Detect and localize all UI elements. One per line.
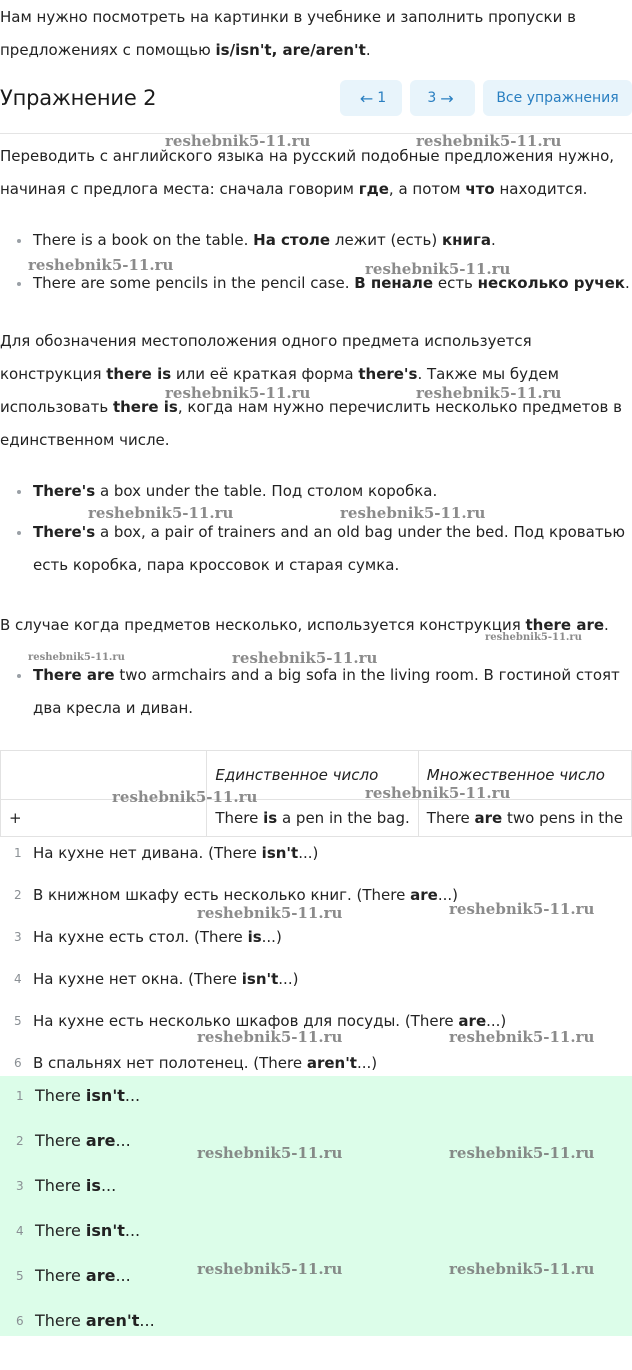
list-item: There are some pencils in the pencil case. В пенале есть несколько ручек. <box>0 267 632 300</box>
item-text: На кухне есть стол. (There <box>33 928 248 946</box>
grammar-table <box>0 750 632 837</box>
table-header-singular: Единственное число <box>207 751 418 800</box>
answer-item <box>0 1256 632 1301</box>
item-number: 1 <box>16 1089 24 1103</box>
explanation-paragraph-2: Для обозначения местоположения одного предмета используется конструкция there is или её краткая форма there's. Также мы будем использовать there is, когда нам нужно перечислить несколько предметов в единственном числе. <box>0 332 622 449</box>
item-number: 4 <box>14 972 22 986</box>
item-number: 3 <box>14 930 22 944</box>
watermark: reshebnik5-11.ru <box>197 1260 343 1278</box>
item-text: На кухне нет дивана. (There <box>33 844 262 862</box>
example-list-1 <box>0 224 632 300</box>
table-cell-sign: + <box>1 800 207 837</box>
watermark: reshebnik5-11.ru <box>416 132 562 150</box>
task-item <box>0 916 632 958</box>
intro-text: Нам нужно посмотреть на картинки в учебнике и заполнить пропуски в предложениях с помощью is/isn't, are/aren't. <box>0 8 576 59</box>
arrow-left-icon: ← <box>359 88 374 108</box>
arrow-right-icon: → <box>440 88 454 108</box>
item-keyword: are <box>85 1131 116 1150</box>
next-exercise-button[interactable]: 3 → <box>410 80 475 116</box>
task-item <box>0 958 632 1000</box>
item-end: ...) <box>261 928 282 946</box>
table-header-plural: Множественное число <box>418 751 631 800</box>
item-number: 4 <box>16 1224 24 1238</box>
item-end: ... <box>115 1266 131 1285</box>
watermark: reshebnik5-11.ru <box>416 384 562 402</box>
item-text: В спальнях нет полотенец. (There <box>33 1054 307 1072</box>
watermark: reshebnik5-11.ru <box>28 652 125 663</box>
item-keyword: isn't <box>241 970 279 988</box>
item-number: 2 <box>14 888 22 902</box>
exercise-header <box>0 78 632 122</box>
item-keyword: are <box>85 1266 116 1285</box>
task-item <box>0 874 632 916</box>
item-end: ... <box>124 1086 141 1105</box>
item-keyword: aren't <box>85 1311 140 1330</box>
item-number: 3 <box>16 1179 24 1193</box>
answer-item <box>0 1166 632 1211</box>
header-divider <box>0 133 632 134</box>
table-cell-singular: There is a pen in the bag. <box>207 800 418 837</box>
watermark: reshebnik5-11.ru <box>165 132 311 150</box>
item-end: ... <box>139 1311 155 1330</box>
answer-list <box>0 1076 632 1346</box>
item-end: ...) <box>298 844 319 862</box>
item-keyword: aren't <box>306 1054 357 1072</box>
answer-item <box>0 1076 632 1121</box>
table-cell <box>1 751 207 800</box>
item-text: There <box>35 1131 86 1150</box>
example-list-2 <box>0 475 632 582</box>
item-text: There <box>35 1086 86 1105</box>
task-item <box>0 1000 632 1042</box>
table-row <box>1 800 632 837</box>
item-end: ...) <box>356 1054 378 1072</box>
item-text: There <box>35 1311 86 1330</box>
watermark: reshebnik5-11.ru <box>365 784 511 802</box>
watermark: reshebnik5-11.ru <box>449 1260 595 1278</box>
item-number: 5 <box>14 1014 22 1028</box>
table-cell-plural: There are two pens in the <box>418 800 631 837</box>
item-number: 1 <box>14 846 22 860</box>
watermark: reshebnik5-11.ru <box>449 900 595 918</box>
all-exercises-button[interactable]: Все упражнения <box>483 80 632 116</box>
watermark: reshebnik5-11.ru <box>340 504 486 522</box>
task-list <box>0 832 632 1084</box>
item-end: ... <box>124 1221 141 1240</box>
explanation-paragraph-1: Переводить с английского языка на русский подобные предложения нужно, начиная с предлога места: сначала говорим где, а потом что находится. <box>0 147 615 198</box>
item-keyword: isn't <box>85 1221 125 1240</box>
item-number: 6 <box>16 1314 24 1328</box>
watermark: reshebnik5-11.ru <box>197 904 343 922</box>
item-number: 5 <box>16 1269 24 1283</box>
exercise-title: Упражнение 2 <box>0 86 157 110</box>
watermark: reshebnik5-11.ru <box>365 260 511 278</box>
watermark: reshebnik5-11.ru <box>165 384 311 402</box>
item-keyword: is <box>85 1176 101 1195</box>
item-text: There <box>35 1221 86 1240</box>
watermark: reshebnik5-11.ru <box>197 1028 343 1046</box>
watermark: reshebnik5-11.ru <box>449 1144 595 1162</box>
watermark: reshebnik5-11.ru <box>449 1028 595 1046</box>
item-text: There <box>35 1176 86 1195</box>
watermark: reshebnik5-11.ru <box>485 632 582 643</box>
list-item: There's a box, a pair of trainers and an old bag under the bed. Под кроватью есть коробка, пара кроссовок и старая сумка. <box>0 516 632 582</box>
item-end: ...) <box>486 1012 507 1030</box>
item-keyword: are <box>458 1012 487 1030</box>
item-keyword: isn't <box>85 1086 125 1105</box>
watermark: reshebnik5-11.ru <box>28 256 174 274</box>
item-number: 6 <box>14 1056 22 1070</box>
watermark: reshebnik5-11.ru <box>88 504 234 522</box>
item-text: В книжном шкафу есть несколько книг. (There <box>33 886 411 904</box>
prev-exercise-button[interactable]: ← 1 <box>340 80 402 116</box>
answers-block <box>0 1076 632 1336</box>
item-text: There <box>35 1266 86 1285</box>
answer-item <box>0 1301 632 1346</box>
answer-item <box>0 1211 632 1256</box>
item-end: ...) <box>278 970 299 988</box>
task-item <box>0 832 632 874</box>
explanation-paragraph-3: В случае когда предметов несколько, используется конструкция there are. <box>0 616 609 634</box>
item-text: На кухне есть несколько шкафов для посуды. (There <box>33 1012 459 1030</box>
item-end: ...) <box>437 886 458 904</box>
item-number: 2 <box>16 1134 24 1148</box>
list-item: There is a book on the table. На столе лежит (есть) книга. <box>0 224 632 257</box>
watermark: reshebnik5-11.ru <box>197 1144 343 1162</box>
list-item: There are two armchairs and a big sofa in the living room. В гостиной стоят два кресла и диван. <box>0 659 632 725</box>
item-text: На кухне нет окна. (There <box>33 970 242 988</box>
watermark: reshebnik5-11.ru <box>232 649 378 667</box>
item-keyword: is <box>247 928 262 946</box>
item-end: ... <box>115 1131 131 1150</box>
item-keyword: isn't <box>261 844 299 862</box>
watermark: reshebnik5-11.ru <box>112 788 258 806</box>
list-item: There's a box under the table. Под столом коробка. <box>0 475 632 508</box>
item-end: ... <box>100 1176 117 1195</box>
table-header-row <box>1 751 632 800</box>
answer-item <box>0 1121 632 1166</box>
example-list-3 <box>0 659 632 725</box>
item-keyword: are <box>410 886 438 904</box>
